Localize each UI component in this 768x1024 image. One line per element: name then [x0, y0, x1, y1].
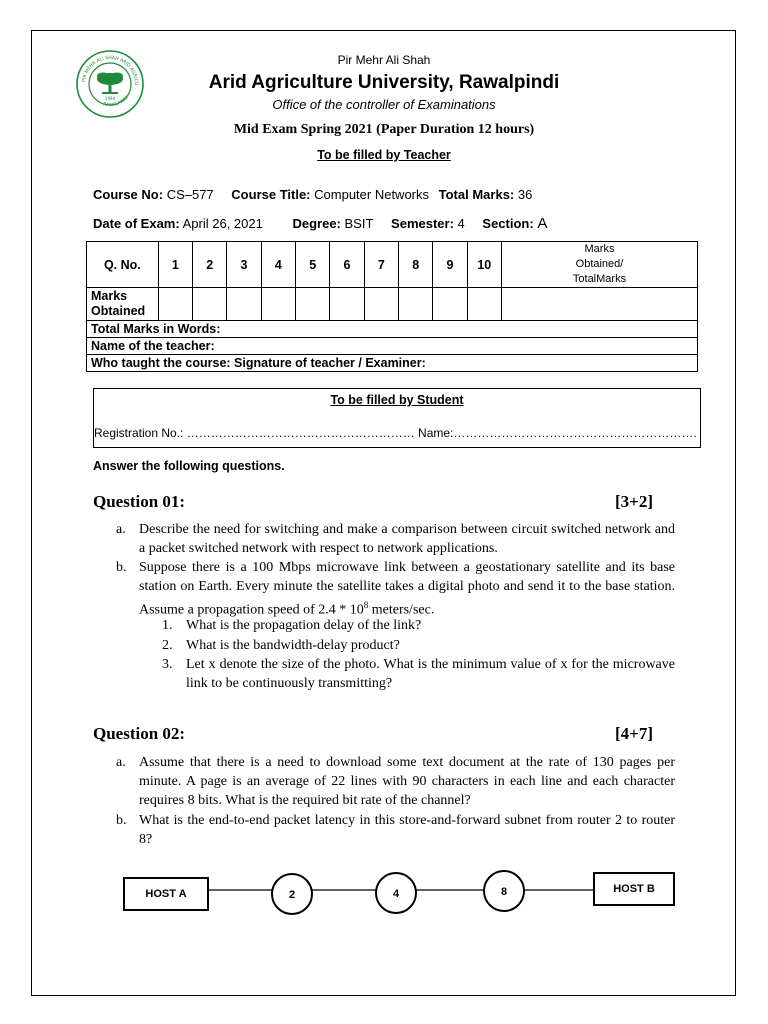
- q1-sub1-label: 1.: [162, 618, 173, 633]
- marks-row-label: [87, 288, 159, 321]
- degree-value: BSIT: [344, 216, 374, 231]
- marks-table: [86, 241, 698, 372]
- marks-input-cell[interactable]: [261, 288, 295, 321]
- semester-value: 4: [457, 216, 465, 231]
- router-8-label: 8: [500, 886, 508, 898]
- marks-obtained-header-line: Marks: [584, 243, 615, 255]
- marks-input-cell[interactable]: [296, 288, 330, 321]
- exam-title: Mid Exam Spring 2021 (Paper Duration 12 hours): [233, 122, 535, 137]
- student-section-title: To be filled by Student: [330, 393, 464, 407]
- section-label: Section:: [482, 216, 534, 231]
- q2-b-text: What is the end-to-end packet latency in this store-and-forward subnet from router 2 to router 8?: [139, 813, 675, 847]
- course-no-label: Course No:: [93, 187, 164, 202]
- question-1-heading: [93, 492, 653, 512]
- question-2-heading: [93, 724, 653, 744]
- question-1-marks: [3+2]: [614, 492, 653, 511]
- q1-sub2-text: What is the bandwidth-delay product?: [186, 638, 400, 653]
- marks-input-cell[interactable]: [158, 288, 192, 321]
- table-row: [87, 338, 698, 355]
- total-marks-words: Total Marks in Words:: [87, 321, 698, 338]
- header-line1: Pir Mehr Ali Shah: [337, 53, 431, 67]
- qno-cell: 7: [364, 242, 398, 288]
- qno-cell: 10: [467, 242, 501, 288]
- total-marks-label: Total Marks:: [438, 187, 515, 202]
- router-4-label: 4: [392, 888, 400, 900]
- university-name: Arid Agriculture University, Rawalpindi: [208, 72, 560, 93]
- question-2-marks: [4+7]: [614, 724, 653, 743]
- table-row: [87, 288, 698, 321]
- table-row: [87, 321, 698, 338]
- teacher-signature: Who taught the course: Signature of teacher / Examiner:: [87, 355, 698, 372]
- table-row: [87, 355, 698, 372]
- qno-cell: 5: [296, 242, 330, 288]
- date-value: April 26, 2021: [182, 216, 263, 231]
- question-2-title: Question 02:: [93, 724, 186, 743]
- marks-input-cell[interactable]: [364, 288, 398, 321]
- course-info-row: [93, 187, 532, 202]
- q1-b-text-part: meters/sec.: [368, 602, 435, 618]
- course-no-value: CS–577: [166, 187, 214, 202]
- host-a-label: HOST A: [145, 888, 187, 900]
- qno-cell: 9: [433, 242, 467, 288]
- marks-input-cell[interactable]: [227, 288, 261, 321]
- total-marks-value: 36: [517, 187, 533, 202]
- q1-b-text-part: Suppose there is a 100 Mbps microwave link between a geostationary satellite and its base station on Earth. Every minute the satellite takes a digital photo and send it to the base station. Assume a propagation speed of 2.4 * 10: [139, 560, 675, 618]
- semester-label: Semester:: [391, 216, 454, 231]
- marks-obtained-header-line: Obtained/: [575, 258, 624, 270]
- logo-year: 1994: [104, 96, 116, 101]
- marks-input-cell[interactable]: [193, 288, 227, 321]
- host-b-label: HOST B: [613, 883, 655, 895]
- q1-sub3-text: Let x denote the size of the photo. What is the minimum value of x for the microwave link to be continuously transmitting?: [186, 657, 675, 691]
- date-label: Date of Exam:: [93, 216, 180, 231]
- network-diagram: [120, 868, 680, 918]
- marks-input-cell[interactable]: [433, 288, 467, 321]
- q1-a-text: Describe the need for switching and make a comparison between circuit switched network and a packet switched network with respect to network applications.: [139, 522, 675, 556]
- logo-text-top: PIR MEHR ALI SHAH ARID AGRICU: [82, 56, 139, 86]
- q1-b-text: [139, 558, 675, 620]
- instruction: Answer the following questions.: [93, 459, 285, 473]
- marks-row-label-line: Obtained: [91, 304, 146, 318]
- office-name: Office of the controller of Examinations: [272, 97, 496, 112]
- qno-cell: 1: [158, 242, 192, 288]
- logo-text-bottom: RAWALPINDI: [102, 95, 130, 109]
- marks-obtained-header: [501, 242, 697, 288]
- qno-header: Q. No.: [87, 242, 159, 288]
- q1-sub2-label: 2.: [162, 638, 173, 653]
- teacher-name: Name of the teacher:: [87, 338, 698, 355]
- marks-input-cell[interactable]: [330, 288, 364, 321]
- qno-cell: 2: [193, 242, 227, 288]
- course-title-value: Computer Networks: [314, 187, 430, 202]
- q1-sub1-text: What is the propagation delay of the link?: [186, 618, 422, 633]
- q1-a-label: a.: [116, 522, 126, 537]
- q2-a-label: a.: [116, 755, 126, 770]
- q2-a-text: Assume that there is a need to download some text document at the rate of 130 pages per minute. A page is an average of 22 lines with 90 characters in each line and each character requires 8 bits. What is the required bit rate of the channel?: [139, 755, 675, 808]
- marks-row-label-line: Marks: [91, 289, 128, 303]
- qno-cell: 8: [399, 242, 433, 288]
- teacher-section-title: To be filled by Teacher: [317, 148, 451, 162]
- router-2-label: 2: [288, 889, 296, 901]
- q1-sub3-label: 3.: [162, 657, 173, 672]
- marks-input-cell[interactable]: [399, 288, 433, 321]
- registration-line: Registration No.: ………………………………………………… Name:…………………………………………………….: [94, 426, 697, 440]
- marks-total-cell[interactable]: [501, 288, 697, 321]
- section-value: A: [537, 215, 548, 232]
- marks-obtained-header-line: TotalMarks: [572, 273, 627, 285]
- qno-cell: 3: [227, 242, 261, 288]
- page-border: [31, 30, 736, 996]
- qno-cell: 4: [261, 242, 295, 288]
- table-row: [87, 242, 698, 288]
- exam-info-row: [93, 215, 547, 232]
- student-box: [93, 388, 701, 448]
- question-1-title: Question 01:: [93, 492, 186, 511]
- course-title-label: Course Title:: [231, 187, 311, 202]
- q1-b-exponent: 8: [363, 600, 369, 610]
- q1-b-label: b.: [116, 560, 127, 575]
- qno-cell: 6: [330, 242, 364, 288]
- degree-label: Degree:: [292, 216, 341, 231]
- marks-input-cell[interactable]: [467, 288, 501, 321]
- q2-b-label: b.: [116, 813, 127, 828]
